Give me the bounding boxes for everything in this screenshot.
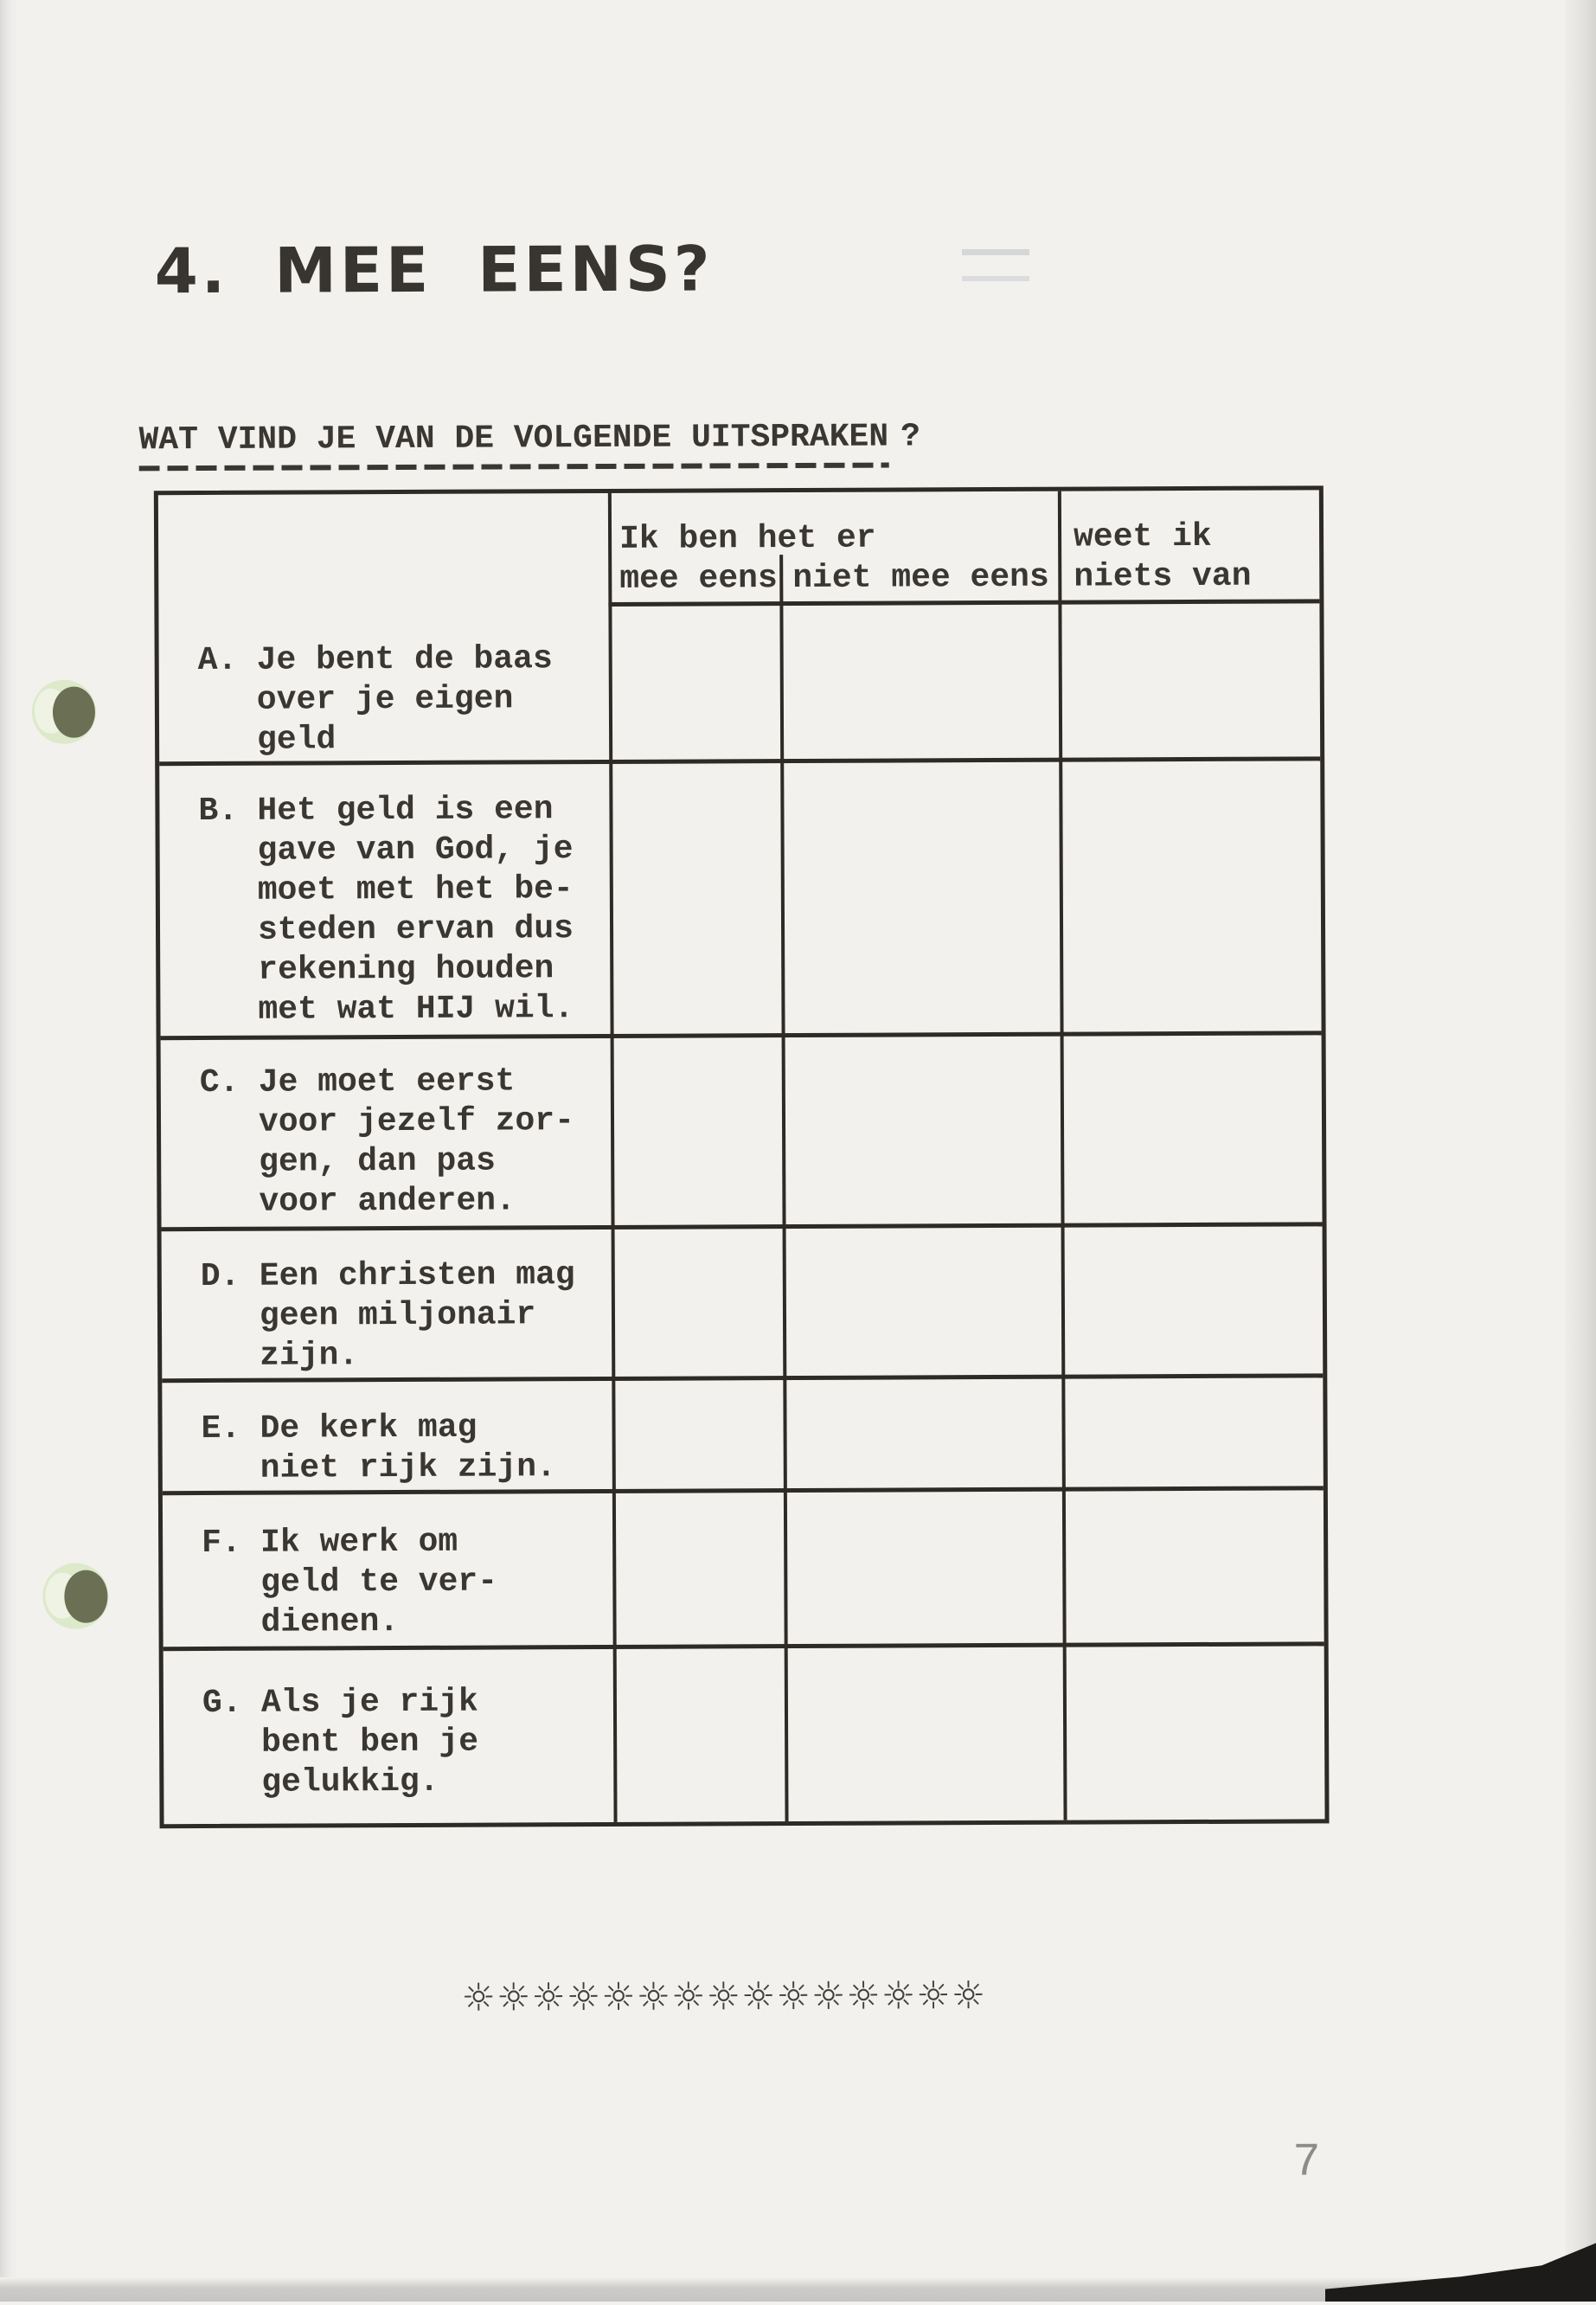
statement-label: F.	[202, 1524, 241, 1563]
punch-hole-shadow	[53, 687, 95, 738]
answer-cell	[1064, 1035, 1323, 1223]
answer-cell	[1066, 1490, 1324, 1642]
answer-cell	[783, 605, 1059, 759]
statement-label: A.	[197, 641, 238, 680]
statement-text: Je moet eerst voor jezelf zor- gen, dan pas voor anderen.	[258, 1063, 574, 1221]
statement-row-f	[163, 1522, 609, 1641]
question-heading-text: WAT VIND JE VAN DE VOLGENDE UITSPRAKEN	[138, 418, 888, 472]
statement-label: B.	[198, 792, 239, 831]
punch-hole-bottom	[42, 1563, 108, 1628]
statement-label: E.	[201, 1409, 241, 1448]
answer-cell	[786, 1228, 1062, 1376]
answer-cell	[615, 1380, 784, 1489]
answer-cell	[788, 1647, 1064, 1821]
answer-cell	[617, 1648, 785, 1822]
punch-hole-shadow	[64, 1570, 107, 1623]
page-number: 7	[1292, 2136, 1321, 2190]
answer-cell	[1061, 603, 1320, 757]
answer-cell	[614, 1037, 783, 1225]
answer-cell	[1065, 1226, 1324, 1374]
statement-text: Het geld is een gave van God, je moet met het be- steden ervan dus rekening houden met wat HIJ wil.	[257, 791, 574, 1029]
statement-row-c	[161, 1062, 607, 1221]
statement-row-a	[159, 639, 606, 759]
statement-text: Ik werk om geld te ver- dienen.	[260, 1523, 498, 1641]
answer-cell	[784, 762, 1060, 1033]
answer-cell	[787, 1492, 1063, 1644]
column-header-dont-know: weet ik niets van	[1073, 517, 1252, 596]
statement-label: D.	[200, 1257, 240, 1296]
punch-hole-top	[32, 680, 96, 744]
statement-text: De kerk mag niet rijk zijn.	[260, 1409, 556, 1487]
question-heading	[138, 417, 920, 471]
statement-text: Je bent de baas over je eigen geld	[256, 640, 553, 759]
column-header-disagree: niet mee eens	[792, 558, 1049, 598]
answer-cell	[785, 1037, 1061, 1224]
divider-ornament: ☼☼☼☼☼☼☼☼☼☼☼☼☼☼☼	[461, 1974, 987, 2020]
statement-row-d	[162, 1255, 608, 1375]
answer-cell	[786, 1379, 1062, 1488]
page-title: 4. MEE EENS?	[154, 232, 714, 308]
answer-cell	[1067, 1646, 1325, 1820]
statement-text: Als je rijk bent ben je gelukkig.	[260, 1683, 479, 1801]
statement-row-g	[163, 1682, 610, 1801]
statement-label: G.	[202, 1684, 242, 1723]
answer-cell	[1062, 761, 1321, 1031]
statement-row-e	[162, 1408, 608, 1487]
answer-cell	[612, 763, 781, 1034]
column-header-agree: Ik ben het er mee eens	[619, 519, 876, 598]
statements-table	[154, 485, 1330, 1828]
answer-cell	[1065, 1377, 1324, 1486]
statement-row-b	[159, 790, 606, 1029]
answer-cell	[612, 606, 780, 760]
answer-cell	[615, 1229, 784, 1377]
statement-label: C.	[199, 1063, 240, 1102]
question-mark: ?	[901, 418, 921, 456]
answer-cell	[616, 1493, 785, 1645]
statement-text: Een christen mag geen miljonair zijn.	[259, 1256, 575, 1375]
